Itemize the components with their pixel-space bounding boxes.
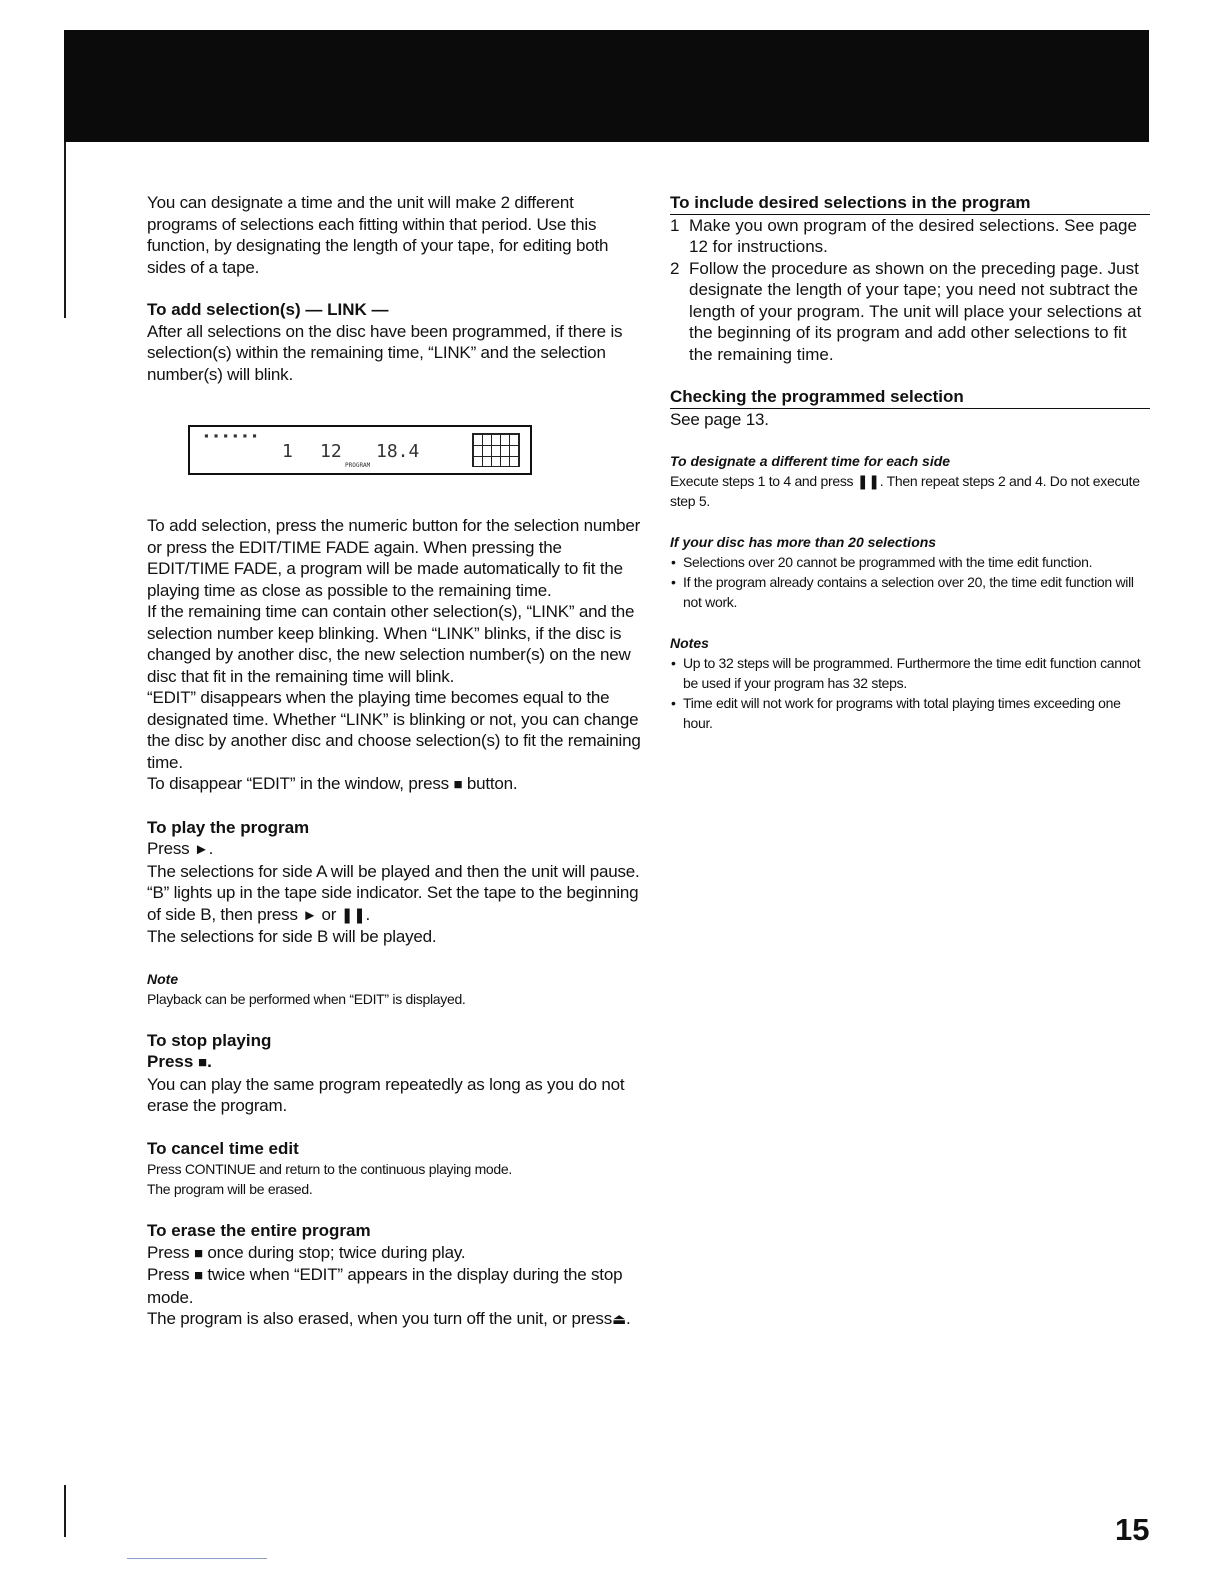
header-band: [64, 30, 1149, 142]
play-paragraph: The selections for side A will be played and then the unit will pause. “B” lights up in the tape side indicator. Set the tape to the beginning of side B, then press ► or ❚❚.: [147, 861, 640, 924]
notes-list: [670, 653, 1150, 733]
stop-icon: ■: [193, 1267, 203, 1284]
eject-icon: ⏏: [612, 1311, 627, 1328]
page-number: 15: [1115, 1512, 1150, 1547]
checking-text: See page 13.: [670, 409, 769, 429]
include-step-1: 1 Make you own program of the desired selections. See page 12 for instructions.: [670, 215, 1137, 256]
play-side-b-line: The selections for side B will be played.: [147, 927, 437, 946]
notes-item-1: • Up to 32 steps will be programmed. Furthermore the time edit function cannot be used if your program has 32 steps.: [670, 653, 1150, 693]
play-press-line: Press ►.: [147, 839, 214, 858]
right-column: [670, 192, 1150, 733]
disappear-paragraph: To disappear “EDIT” in the window, press ■ button.: [147, 774, 518, 793]
add-paragraph-3: “EDIT” disappears when the playing time becomes equal to the designated time. Whether “LINK” is blinking or not, you can change the disc by another disc and choose selection(s) to fit the remaining time.: [147, 688, 641, 772]
cancel-heading: To cancel time edit: [147, 1138, 299, 1158]
cancel-line-2: The program will be erased.: [147, 1181, 313, 1197]
notes-item-2: • Time edit will not work for programs with total playing times exceeding one hour.: [670, 693, 1150, 733]
intro-paragraph: You can designate a time and the unit will make 2 different programs of selections each fitting within that period. Use this function, by designating the length of your tape, for editing both sides of a tape.: [147, 193, 609, 277]
play-icon: ►: [302, 906, 317, 924]
erase-line-2: Press ■ twice when “EDIT” appears in the display during the stop mode.: [147, 1265, 623, 1307]
checking-heading: Checking the programmed selection: [670, 386, 1150, 409]
pause-icon: ❚❚: [340, 906, 366, 924]
designate-title: To designate a different time for each side: [670, 453, 951, 469]
over20-list: [670, 552, 1150, 612]
stop-heading: To stop playing: [147, 1030, 272, 1050]
pause-icon: ❚❚: [856, 473, 880, 489]
include-step-2: 2 Follow the procedure as shown on the preceding page. Just designate the length of your tape; you need not subtract the length of your program. The unit will place your selections at the beginning of its program and add other selections to fit the remaining time.: [670, 258, 1142, 364]
notes-title: Notes: [670, 635, 709, 651]
note-title: Note: [147, 970, 179, 987]
over20-title: If your disc has more than 20 selections: [670, 534, 937, 550]
erase-line-1: Press ■ once during stop; twice during play.: [147, 1242, 466, 1262]
link-paragraph: After all selections on the disc have been programmed, if there is selection(s) within the remaining time, “LINK” and the selection number(s) will blink.: [147, 321, 623, 384]
include-steps: [670, 215, 1150, 366]
play-icon: ►: [193, 841, 209, 858]
note-text: Playback can be performed when “EDIT” is displayed.: [147, 990, 466, 1007]
erase-heading: To erase the entire program: [147, 1221, 371, 1240]
left-margin-rule-bottom: [64, 1485, 66, 1537]
left-margin-rule: [64, 142, 66, 318]
stop-paragraph: You can play the same program repeatedly as long as you do not erase the program.: [147, 1074, 625, 1115]
add-paragraph-1: To add selection, press the numeric button for the selection number or press the EDIT/TIME FADE again. When pressing the EDIT/TIME FADE, a program will be made automatically to fit the playing time as close as possible to the remaining time.: [147, 516, 641, 600]
stop-icon: ■: [198, 1054, 208, 1071]
stop-press-line: Press ■.: [147, 1052, 212, 1071]
stop-icon: ■: [193, 1244, 203, 1262]
display-program-label: PROGRAM: [345, 462, 371, 469]
add-paragraph-2: If the remaining time can contain other selection(s), “LINK” and the selection number keep blinking. When “LINK” blinks, if the disc is changed by another disc, the new selection number(s) on the new disc that fit in the remaining time will blink.: [147, 602, 635, 686]
designate-text: Execute steps 1 to 4 and press ❚❚. Then repeat steps 2 and 4. Do not execute step 5.: [670, 473, 1140, 509]
lcd-display-illustration: [188, 425, 532, 475]
link-heading: To add selection(s) — LINK —: [147, 300, 389, 319]
over20-item-1: • Selections over 20 cannot be programmed with the time edit function.: [670, 552, 1150, 572]
display-time: 18.4: [376, 441, 420, 462]
display-indicator-marks: ▪ ▪ ▪ ▪ ▪ ▪: [204, 431, 257, 440]
display-track-grid: [472, 433, 520, 467]
display-track-number: 12: [320, 441, 342, 462]
stop-icon: ■: [453, 776, 463, 793]
over20-item-2: • If the program already contains a selection over 20, the time edit function will not work.: [670, 572, 1150, 612]
include-heading: To include desired selections in the program: [670, 192, 1150, 215]
play-heading: To play the program: [147, 817, 310, 837]
left-column: [147, 192, 647, 1331]
bottom-rule: [127, 1558, 267, 1559]
display-disc-number: 1: [282, 441, 293, 462]
cancel-line-1: Press CONTINUE and return to the continuous playing mode.: [147, 1161, 512, 1177]
erase-line-3: The program is also erased, when you turn off the unit, or press⏏.: [147, 1309, 631, 1328]
